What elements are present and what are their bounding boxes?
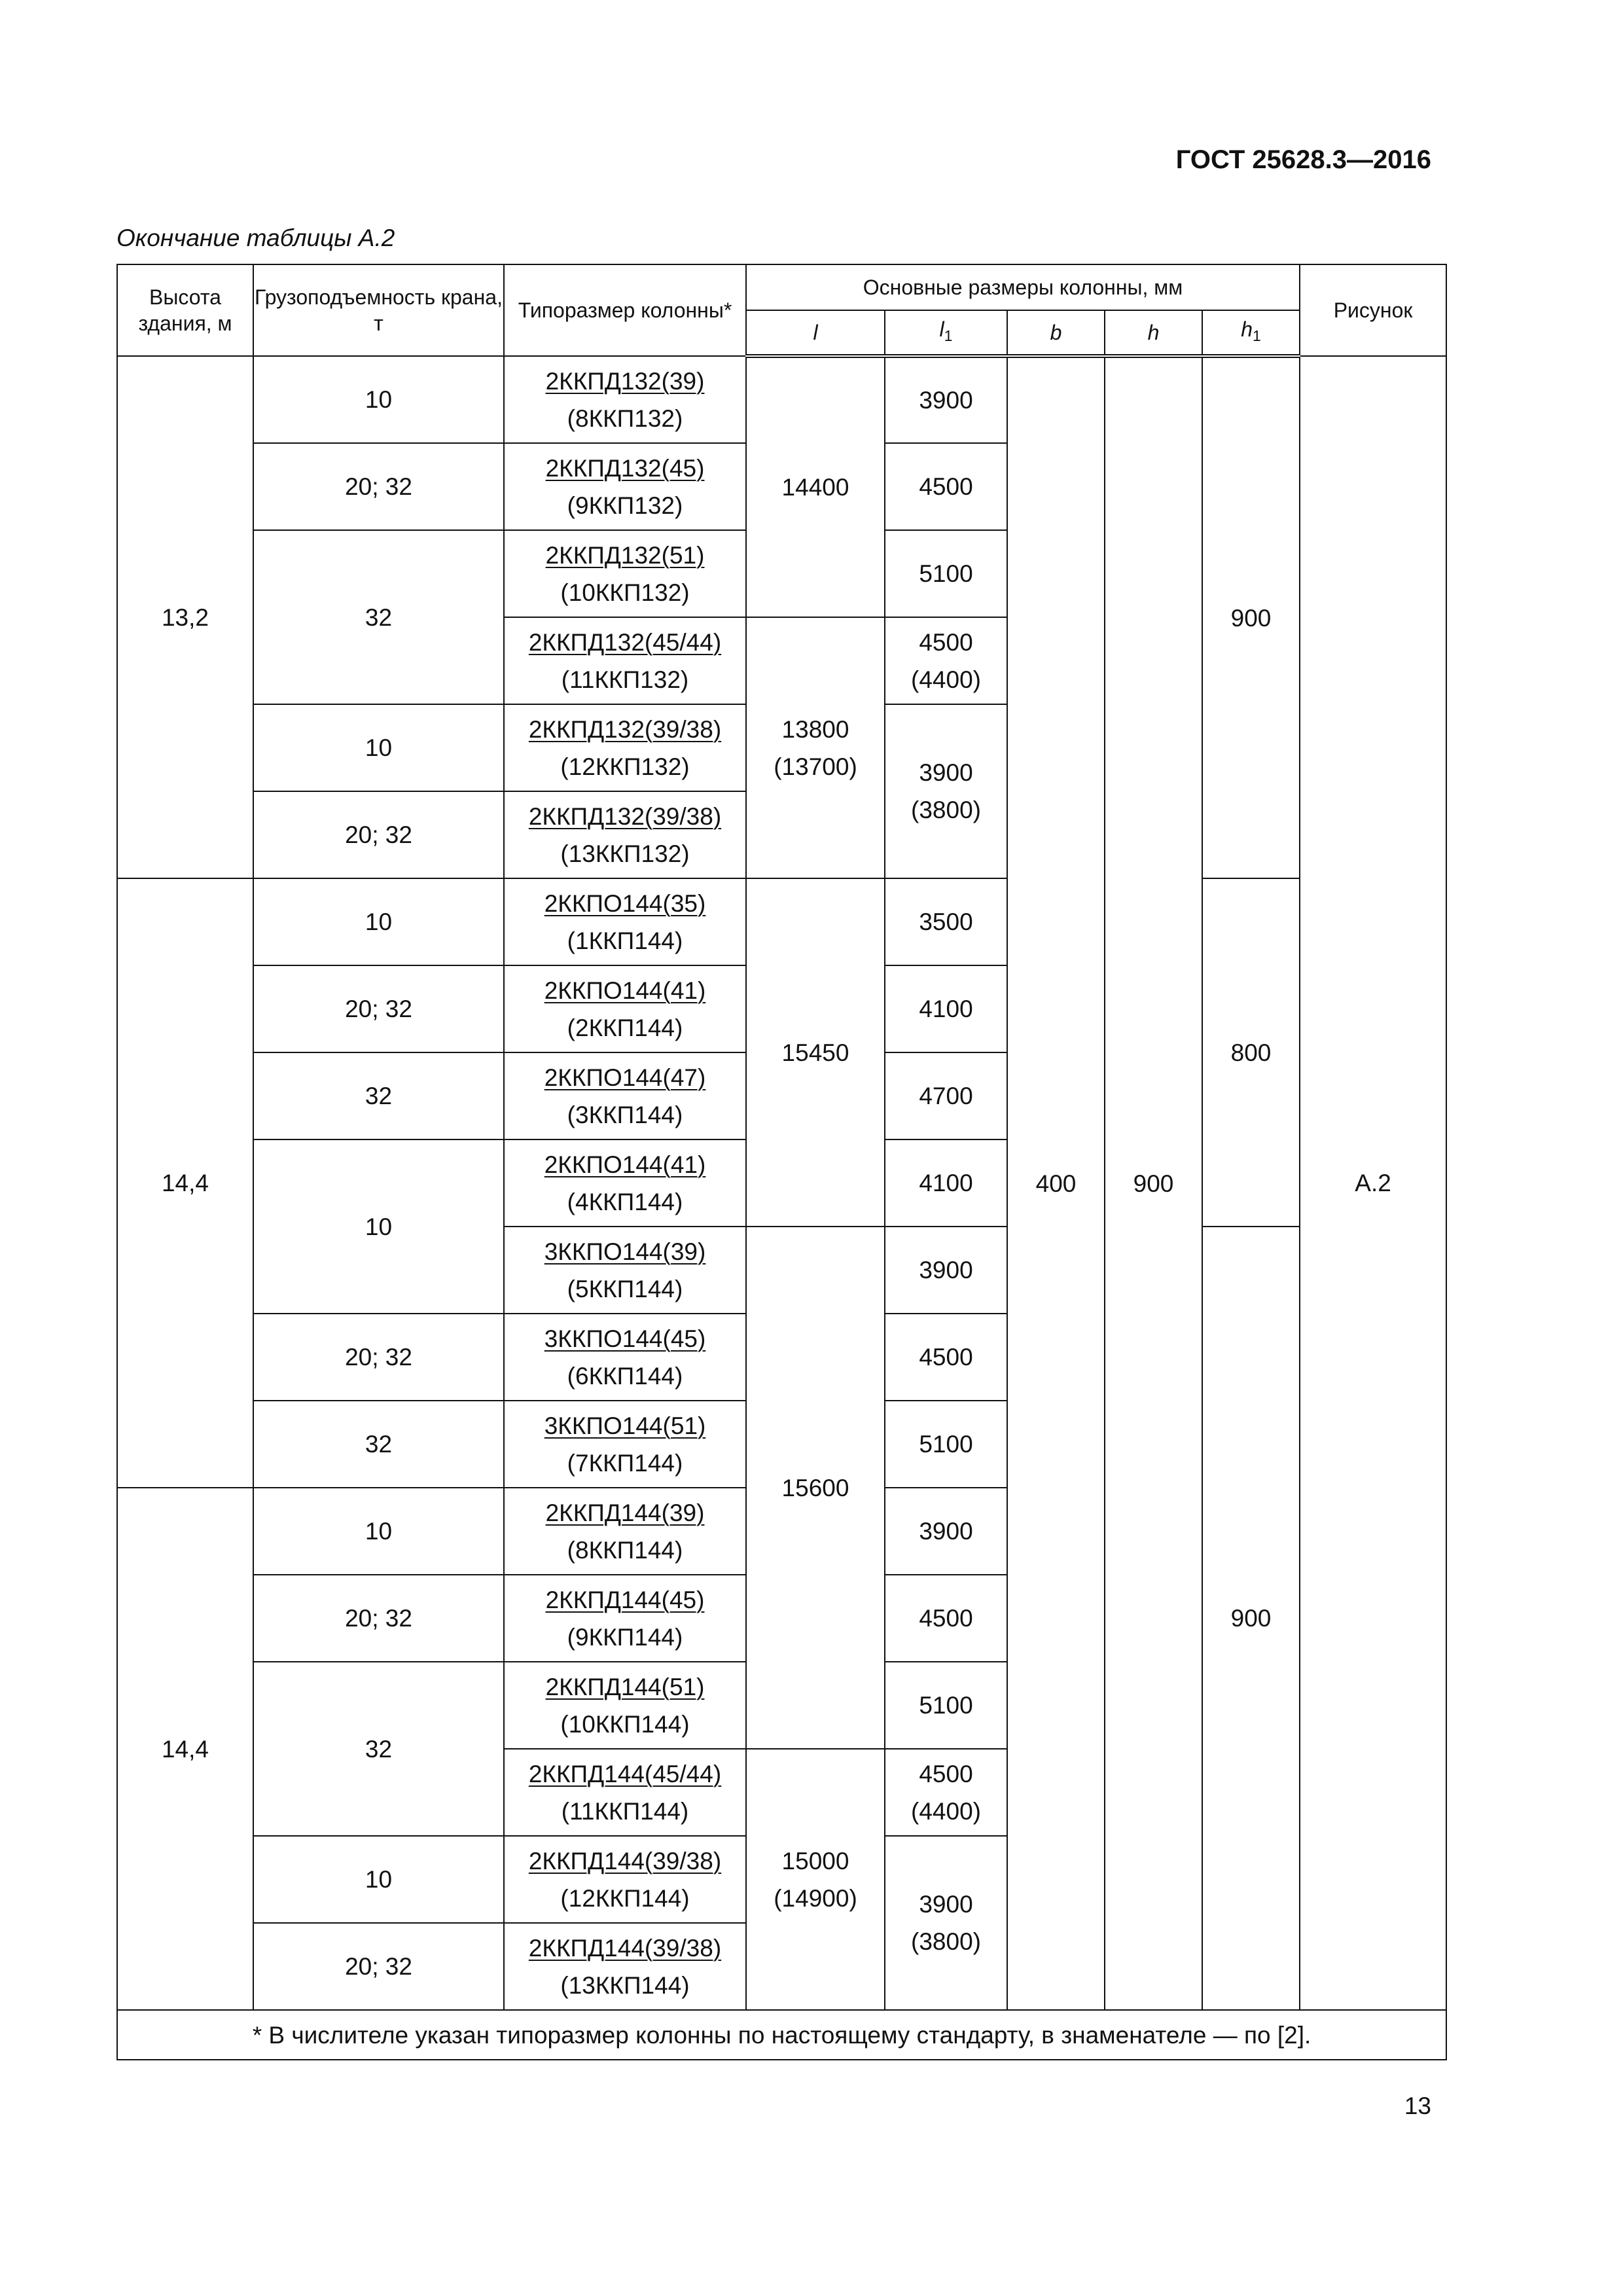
type-new: 2ККПД132(45): [545, 454, 705, 482]
page-number: 13: [1404, 2092, 1431, 2119]
l1-cell: 4100: [885, 1139, 1007, 1227]
type-cell: [504, 1749, 746, 1836]
b-cell: 400: [1007, 356, 1105, 2010]
capacity-cell: 20; 32: [253, 791, 504, 878]
capacity-cell: 20; 32: [253, 1575, 504, 1662]
type-cell: [504, 1227, 746, 1314]
l1-cell: 4500: [885, 1314, 1007, 1401]
type-old: (10ККП144): [560, 1710, 690, 1738]
type-cell: [504, 356, 746, 443]
h1-cell: 900: [1202, 1227, 1300, 2010]
header-h1: $h_1$: [1202, 310, 1300, 356]
type-cell: [504, 443, 746, 530]
header-height: Высота здания, м: [117, 264, 253, 356]
type-new: 2ККПД144(39): [545, 1499, 705, 1526]
h1-cell: 800: [1202, 878, 1300, 1227]
type-old: (11ККП132): [561, 666, 689, 693]
type-new: 2ККПД132(39): [545, 367, 705, 395]
l-cell: 13800 (13700): [746, 617, 885, 878]
type-new: 2ККПД132(51): [545, 541, 705, 569]
l1-cell: 3900 (3800): [885, 704, 1007, 878]
type-old: (3ККП144): [567, 1101, 683, 1128]
type-cell: [504, 1401, 746, 1488]
type-new: 3ККПО144(51): [544, 1412, 706, 1439]
type-new: 2ККПД132(39/38): [528, 715, 722, 743]
l1-cell: 4500: [885, 443, 1007, 530]
type-cell: [504, 1923, 746, 2010]
type-cell: [504, 704, 746, 791]
type-old: (5ККП144): [567, 1275, 683, 1302]
dimensions-table: [116, 264, 1447, 2060]
capacity-cell: 32: [253, 1052, 504, 1139]
type-old: (2ККП144): [567, 1014, 683, 1041]
type-cell: [504, 530, 746, 617]
l1-cell: 4500 (4400): [885, 617, 1007, 704]
l1-cell: 4100: [885, 965, 1007, 1052]
type-new: 2ККПО144(35): [544, 889, 706, 917]
header-b: b: [1007, 310, 1105, 356]
l1-cell: 4700: [885, 1052, 1007, 1139]
type-old: (7ККП144): [567, 1449, 683, 1477]
capacity-cell: 10: [253, 1488, 504, 1575]
type-cell: [504, 1662, 746, 1749]
height-group-1: 13,2: [117, 356, 253, 878]
l-cell: 15600: [746, 1227, 885, 1749]
l1-cell: 4500 (4400): [885, 1749, 1007, 1836]
header-h: h: [1105, 310, 1202, 356]
h1-cell: 900: [1202, 356, 1300, 878]
type-new: 3ККПО144(45): [544, 1325, 706, 1352]
type-new: 2ККПО144(47): [544, 1064, 706, 1091]
type-old: (13ККП132): [560, 840, 690, 867]
capacity-cell: 10: [253, 704, 504, 791]
type-new: 2ККПО144(41): [544, 1151, 706, 1178]
type-cell: [504, 1052, 746, 1139]
type-new: 2ККПД144(45/44): [528, 1760, 722, 1787]
header-figure: Рисунок: [1300, 264, 1446, 356]
type-new: 2ККПО144(41): [544, 977, 706, 1004]
type-old: (12ККП144): [560, 1884, 690, 1912]
header-l1: $l_1$: [885, 310, 1007, 356]
header-type: Типоразмер колонны*: [504, 264, 746, 356]
type-new: 2ККПД144(39/38): [528, 1934, 722, 1962]
height-group-2: 14,4: [117, 878, 253, 1488]
type-old: (1ККП144): [567, 927, 683, 954]
type-cell: [504, 1488, 746, 1575]
type-old: (6ККП144): [567, 1362, 683, 1390]
header-l: l: [746, 310, 885, 356]
type-cell: [504, 1139, 746, 1227]
figure-cell: А.2: [1300, 356, 1446, 2010]
type-cell: [504, 1314, 746, 1401]
type-old: (13ККП144): [560, 1971, 690, 1999]
l1-cell: 3900: [885, 356, 1007, 443]
capacity-cell: 32: [253, 1401, 504, 1488]
type-cell: [504, 1836, 746, 1923]
document-code: ГОСТ 25628.3—2016: [1175, 145, 1431, 174]
height-group-3: 14,4: [117, 1488, 253, 2010]
type-cell: [504, 617, 746, 704]
l1-cell: 3900: [885, 1227, 1007, 1314]
l-cell: 15000 (14900): [746, 1749, 885, 2010]
capacity-cell: 10: [253, 1139, 504, 1314]
capacity-cell: 10: [253, 356, 504, 443]
header-dims: Основные размеры колонны, мм: [746, 264, 1300, 310]
l1-cell: 5100: [885, 1662, 1007, 1749]
type-new: 2ККПД132(45/44): [528, 628, 722, 656]
type-old: (9ККП144): [567, 1623, 683, 1651]
table-footnote: * В числителе указан типоразмер колонны по настоящему стандарту, в знаменателе — по [2].: [117, 2010, 1446, 2060]
type-old: (8ККП144): [567, 1536, 683, 1564]
capacity-cell: 32: [253, 1662, 504, 1836]
capacity-cell: 10: [253, 1836, 504, 1923]
capacity-cell: 20; 32: [253, 965, 504, 1052]
type-new: 2ККПД144(45): [545, 1586, 705, 1613]
type-new: 2ККПД144(39/38): [528, 1847, 722, 1874]
l-cell: 14400: [746, 356, 885, 617]
type-old: (11ККП144): [561, 1797, 689, 1825]
type-cell: [504, 965, 746, 1052]
type-old: (4ККП144): [567, 1188, 683, 1215]
l1-cell: 4500: [885, 1575, 1007, 1662]
l-cell: 15450: [746, 878, 885, 1227]
type-new: 2ККПД144(51): [545, 1673, 705, 1700]
capacity-cell: 20; 32: [253, 1923, 504, 2010]
type-cell: [504, 1575, 746, 1662]
type-new: 3ККПО144(39): [544, 1238, 706, 1265]
type-cell: [504, 791, 746, 878]
capacity-cell: 32: [253, 530, 504, 704]
l1-cell: 5100: [885, 1401, 1007, 1488]
l1-cell: 3500: [885, 878, 1007, 965]
type-cell: [504, 878, 746, 965]
type-old: (8ККП132): [567, 404, 683, 432]
type-old: (10ККП132): [560, 579, 690, 606]
header-capacity: Грузоподъемность крана, т: [253, 264, 504, 356]
type-new: 2ККПД132(39/38): [528, 802, 722, 830]
capacity-cell: 20; 32: [253, 1314, 504, 1401]
capacity-cell: 20; 32: [253, 443, 504, 530]
type-old: (9ККП132): [567, 492, 683, 519]
l1-cell: 3900: [885, 1488, 1007, 1575]
l1-cell: 5100: [885, 530, 1007, 617]
table-caption: Окончание таблицы А.2: [116, 224, 395, 251]
h-cell: 900: [1105, 356, 1202, 2010]
l1-cell: 3900 (3800): [885, 1836, 1007, 2010]
type-old: (12ККП132): [560, 753, 690, 780]
capacity-cell: 10: [253, 878, 504, 965]
